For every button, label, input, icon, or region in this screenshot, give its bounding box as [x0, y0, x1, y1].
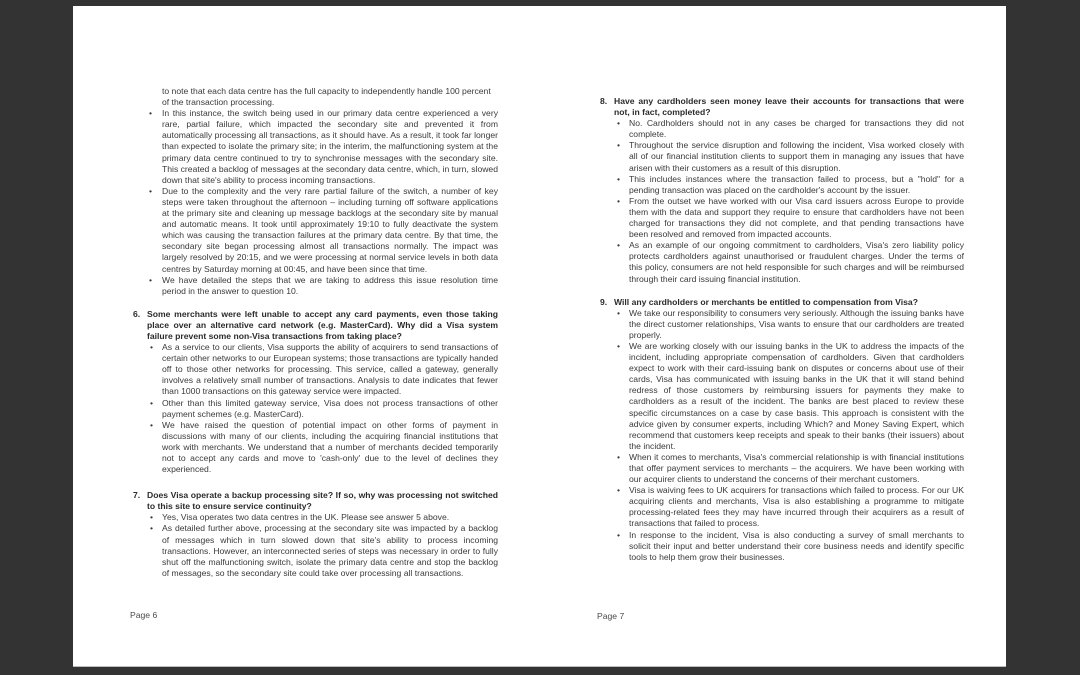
bullet-item: • We have raised the question of potential impact on other forms of payment in discussions with many of our clients, including the acquiring financial institutions that work with merchants. We understand that a number of merchants decided temporarily not to accept any cards and move to 'cash-only' due to the level of declines they experienced. — [133, 420, 498, 475]
question-heading — [133, 309, 498, 342]
continuation-bullets — [133, 108, 498, 297]
question-6 — [133, 309, 498, 475]
document-spread — [73, 6, 1006, 666]
bullet-item: • Yes, Visa operates two data centres in the UK. Please see answer 5 above. — [133, 512, 498, 523]
question-8 — [600, 96, 964, 285]
continuation-text: to note that each data centre has the full capacity to independently handle 100 percent of the transaction processing. — [162, 86, 491, 108]
question-number: 7. — [133, 490, 141, 501]
bullet-item: • We have detailed the steps that we are taking to address this issue resolution time period in the answer to question 10. — [133, 275, 498, 297]
bullet-item: • As detailed further above, processing at the secondary site was impacted by a backlog of messages which in turn slowed down that site's ability to process incoming transactions. However, an interconnected series of steps was necessary in order to fully shut off the malfunctioning switch, isolate the primary data centre and stop the backlog of messages, so the secondary site could take over processing all transactions. — [133, 523, 498, 578]
answer-bullets — [600, 308, 964, 563]
bullet-item: • From the outset we have worked with our Visa card issuers across Europe to provide them with the data and support they require to ensure that cardholders have not been charged for transactions they did not complete, and that pending transactions have been resolved and removed from impacted accounts. — [600, 196, 964, 240]
right-page — [600, 96, 964, 563]
bullet-item: • As a service to our clients, Visa supports the ability of acquirers to send transactions of certain other networks to our European systems; those transactions are typically handed off to those other networks for processing. This service, called a gateway, generally involves a relatively small number of transactions. Analysis to date indicates that fewer than 1000 transactions on this gateway service were impacted. — [133, 342, 498, 397]
question-text: Will any cardholders or merchants be entitled to compensation from Visa? — [614, 296, 918, 307]
bullet-item: • We take our responsibility to consumers very seriously. Although the issuing banks have the direct customer relationships, Visa wants to ensure that our cardholders are treated properly. — [600, 308, 964, 341]
question-text: Does Visa operate a backup processing site? If so, why was processing not switched to this site to ensure service continuity? — [147, 490, 498, 512]
bullet-item: • Visa is waiving fees to UK acquirers for transactions which failed to process. For our UK acquiring clients and merchants, Visa is also establishing a programme to mitigate processing-related fees they may have incurred through their acquirers as a result of transactions that failed to process. — [600, 485, 964, 529]
question-number: 6. — [133, 308, 141, 319]
bullet-item: • Other than this limited gateway service, Visa does not process transactions of other payment schemes (e.g. MasterCard). — [133, 398, 498, 420]
question-heading — [600, 96, 964, 118]
answer-bullets — [133, 342, 498, 475]
bullet-item: • As an example of our ongoing commitment to cardholders, Visa's zero liability policy protects cardholders against unauthorised or fraudulent charges. Under the terms of this policy, consumers are not held responsible for such charges and will be reimbursed through their card issuing financial institution. — [600, 240, 964, 284]
page-number-right: Page 7 — [597, 611, 625, 621]
bullet-item: • This includes instances where the transaction failed to process, but a "hold" for a pending transaction was placed on the cardholder's account by the issuer. — [600, 174, 964, 196]
answer-bullets — [600, 118, 964, 284]
question-number: 8. — [600, 96, 608, 106]
question-text: Some merchants were left unable to accept any card payments, even those taking place over an alternative card network (e.g. MasterCard). Why did a Visa system failure prevent some non-Visa transactions from taking place? — [147, 308, 498, 341]
bullet-item: • We are working closely with our issuing banks in the UK to address the impacts of the incident, including appropriate compensation of cardholders. Given that cardholders expect to work with their card-issuing bank on disputes or concerns about use of their cards, Visa has communicated with issuing banks in the UK that it will stand behind redress of those customers by reimbursing issuers for payments they make to cardholders as a result of the incident. The banks are best placed to review these specific circumstances on a case by case basis. This approach is consistent with the advice given by consumer experts, including Which? and Money Saving Expert, which recommend that customers keep receipts and speak to their banks (their issuers) about the incident. — [600, 341, 964, 452]
question-heading — [600, 297, 964, 308]
bullet-item: • In this instance, the switch being used in our primary data centre experienced a very rare, partial failure, which impacted the secondary site and prevented it from automatically processing all transactions, as it should have. As a result, it took far longer than expected to isolate the primary site; in the interim, the malfunctioning system at the primary data centre continued to try to synchronise messages with the secondary site. This created a backlog of messages at the secondary data centre, which, in turn, slowed down that site's ability to process incoming transactions. — [133, 108, 498, 186]
bullet-item: • Throughout the service disruption and following the incident, Visa worked closely with all of our financial institution clients to support them in managing any issues that have arisen with their customers as a result of this disruption. — [600, 140, 964, 173]
bullet-item: • In response to the incident, Visa is also conducting a survey of small merchants to solicit their input and better understand their core business needs and identify specific tools to help them grow their businesses. — [600, 530, 964, 563]
question-9 — [600, 297, 964, 563]
bullet-item: • When it comes to merchants, Visa's commercial relationship is with financial institutions that offer payment services to merchants – the acquirers. We have been working with our acquirer clients to understand the concerns of their merchant customers. — [600, 452, 964, 485]
bullet-item: • No. Cardholders should not in any cases be charged for transactions they did not complete. — [600, 118, 964, 140]
question-heading — [133, 490, 498, 512]
question-number: 9. — [600, 296, 608, 307]
answer-bullets — [133, 512, 498, 579]
question-7 — [133, 490, 498, 579]
page-number-left: Page 6 — [130, 610, 158, 620]
left-page — [133, 86, 498, 579]
bullet-item: • Due to the complexity and the very rare partial failure of the switch, a number of key steps were taken throughout the afternoon – including turning off software applications at the primary site and cleaning up message backlogs at the secondary site by manual and automatic means. It took until approximately 19:10 to fully deactivate the system which was causing the transaction failures at the primary data centre. By that time, the secondary site began processing almost all transactions normally. The impact was largely resolved by 20:15, and we were processing at normal service levels in both data centres by Saturday morning at 00:45, and have been since that time. — [133, 186, 498, 275]
question-text: Have any cardholders seen money leave their accounts for transactions that were not, in fact, completed? — [614, 96, 964, 118]
